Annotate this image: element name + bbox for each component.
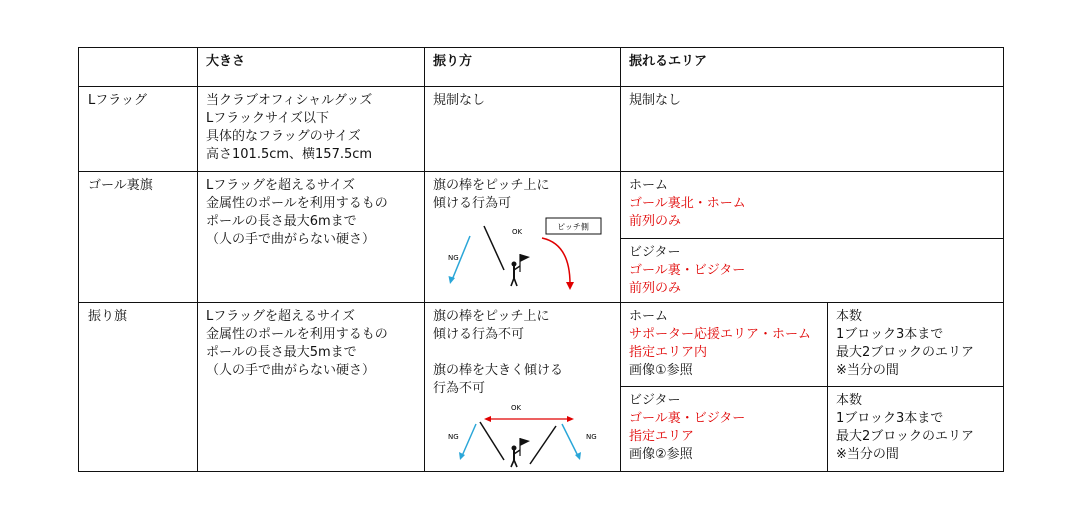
text-line: 高さ101.5cm、横157.5cm bbox=[206, 147, 373, 162]
l-flag-area: 規制なし bbox=[629, 93, 682, 108]
text-line: 本数 bbox=[836, 309, 863, 324]
person-icon bbox=[511, 438, 530, 467]
visitor-title: ビジター bbox=[629, 393, 681, 408]
pitch-arrow-curve bbox=[542, 238, 570, 284]
person-icon bbox=[511, 254, 530, 286]
text-line: 最大2ブロックのエリア bbox=[836, 429, 975, 444]
goal-flag-size bbox=[206, 177, 388, 249]
pitch-side-label: ピッチ側 bbox=[557, 222, 589, 232]
swing-flag-how bbox=[433, 308, 563, 398]
ng-label: NG bbox=[448, 254, 459, 262]
table-border-left bbox=[78, 47, 79, 472]
text-line: 旗の棒をピッチ上に bbox=[433, 309, 550, 324]
text-line: 旗の棒を大きく傾ける bbox=[433, 363, 564, 378]
text-line: 本数 bbox=[836, 393, 863, 408]
visitor-area-red: 指定エリア bbox=[629, 429, 695, 444]
table-border-bottom bbox=[78, 471, 1004, 472]
visitor-image-ref: 画像②参照 bbox=[629, 447, 693, 462]
ok-label: OK bbox=[511, 404, 522, 412]
column-divider bbox=[424, 47, 425, 472]
text-line: 旗の棒をピッチ上に bbox=[433, 178, 550, 193]
swing-flag-home bbox=[629, 308, 811, 380]
column-divider bbox=[827, 302, 828, 472]
ng-left-label: NG bbox=[448, 433, 459, 441]
text-line: ※当分の間 bbox=[836, 447, 899, 462]
l-flag-how: 規制なし bbox=[433, 93, 486, 108]
header-size: 大きさ bbox=[206, 54, 246, 69]
goal-flag-diagram bbox=[430, 214, 620, 298]
swing-flag-visitor-count bbox=[836, 392, 974, 464]
text-line: Lフラッグを超えるサイズ bbox=[206, 178, 355, 193]
text-line: 1ブロック3本まで bbox=[836, 327, 944, 342]
home-area-red: 前列のみ bbox=[629, 214, 682, 229]
swing-flag-home-count bbox=[836, 308, 974, 380]
swing-flag-visitor bbox=[629, 392, 745, 464]
home-image-ref: 画像①参照 bbox=[629, 363, 693, 378]
text-line: 1ブロック3本まで bbox=[836, 411, 944, 426]
ng-left-arrow-head bbox=[459, 452, 465, 460]
goal-flag-visitor bbox=[629, 244, 745, 298]
ok-arrow-head-left bbox=[484, 416, 491, 422]
table-row-divider bbox=[78, 302, 1004, 303]
visitor-area-red: ゴール裏・ビジター bbox=[629, 263, 746, 278]
table-border-top bbox=[78, 47, 1004, 48]
goal-flag-home bbox=[629, 177, 746, 231]
visitor-area-red: 前列のみ bbox=[629, 281, 682, 296]
row-label-goal-flag: ゴール裏旗 bbox=[88, 178, 153, 193]
home-title: ホーム bbox=[629, 178, 669, 193]
goal-flag-how bbox=[433, 177, 549, 213]
header-how: 振り方 bbox=[433, 54, 473, 69]
text-line: ポールの長さ最大6mまで bbox=[206, 214, 357, 229]
text-line: 金属性のポールを利用するもの bbox=[206, 196, 388, 211]
text-line: （人の手で曲がらない硬さ） bbox=[206, 232, 376, 247]
home-area-red: サポーター応援エリア・ホーム bbox=[629, 327, 812, 342]
ng-right-label: NG bbox=[586, 433, 597, 441]
l-flag-size bbox=[206, 92, 372, 164]
column-divider bbox=[620, 47, 621, 472]
text-line: ※当分の間 bbox=[836, 363, 899, 378]
text-line bbox=[433, 344, 563, 362]
text-line: ポールの長さ最大5mまで bbox=[206, 345, 357, 360]
text-line: 当クラブオフィシャルグッズ bbox=[206, 93, 373, 108]
text-line: Lフラッグを超えるサイズ bbox=[206, 309, 355, 324]
text-line: 金属性のポールを利用するもの bbox=[206, 327, 388, 342]
swing-flag-diagram bbox=[430, 402, 620, 470]
ng-right-arrow bbox=[562, 424, 578, 456]
home-title: ホーム bbox=[629, 309, 669, 324]
swing-flag-size bbox=[206, 308, 388, 380]
text-line: 傾ける行為可 bbox=[433, 196, 512, 211]
ok-pole-line bbox=[484, 226, 504, 270]
text-line: （人の手で曲がらない硬さ） bbox=[206, 363, 376, 378]
home-area-red: ゴール裏北・ホーム bbox=[629, 196, 746, 211]
pitch-arrow-head bbox=[566, 282, 574, 290]
visitor-area-red: ゴール裏・ビジター bbox=[629, 411, 746, 426]
home-area-red: 指定エリア内 bbox=[629, 345, 708, 360]
text-line: 傾ける行為不可 bbox=[433, 327, 525, 342]
pole-left bbox=[480, 422, 504, 460]
text-line: 具体的なフラッグのサイズ bbox=[206, 129, 361, 144]
text-line: 最大2ブロックのエリア bbox=[836, 345, 975, 360]
ng-arrow-head bbox=[449, 276, 456, 284]
ng-left-arrow bbox=[462, 424, 476, 456]
table-row-divider bbox=[78, 171, 1004, 172]
table-border-right bbox=[1003, 47, 1004, 472]
table-row-divider bbox=[78, 86, 1004, 87]
cell-divider bbox=[620, 386, 1004, 387]
text-line: 行為不可 bbox=[433, 381, 486, 396]
text-line: Lフラックサイズ以下 bbox=[206, 111, 329, 126]
pole-right bbox=[530, 426, 556, 464]
visitor-title: ビジター bbox=[629, 245, 681, 260]
row-label-swing-flag: 振り旗 bbox=[88, 309, 128, 324]
row-label-l-flag: Lフラッグ bbox=[88, 93, 147, 108]
ok-arrow-head-right bbox=[567, 416, 574, 422]
cell-divider bbox=[620, 238, 1004, 239]
ok-label: OK bbox=[512, 228, 523, 236]
column-divider bbox=[197, 47, 198, 472]
header-area: 振れるエリア bbox=[629, 54, 708, 69]
